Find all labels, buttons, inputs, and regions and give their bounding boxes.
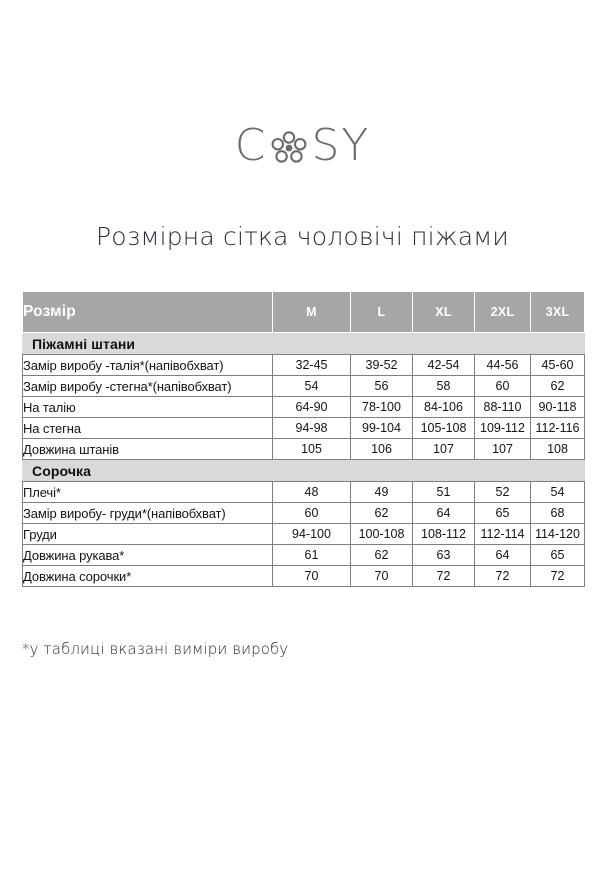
cell-xl: 58 — [413, 376, 475, 397]
footnote: *у таблиці вказані виміри виробу — [22, 640, 289, 658]
table-row — [23, 439, 585, 460]
cell-l: 78-100 — [351, 397, 413, 418]
cell-xl: 84-106 — [413, 397, 475, 418]
cell-3xl: 72 — [531, 566, 585, 587]
cell-m: 48 — [273, 482, 351, 503]
table-row — [23, 503, 585, 524]
cell-m: 94-98 — [273, 418, 351, 439]
cell-m: 64-90 — [273, 397, 351, 418]
brand-name-prefix: C — [234, 120, 268, 171]
cell-m: 94-100 — [273, 524, 351, 545]
cell-xl: 51 — [413, 482, 475, 503]
cell-2xl: 44-56 — [475, 355, 531, 376]
cell-xl: 42-54 — [413, 355, 475, 376]
cell-l: 62 — [351, 545, 413, 566]
table-row — [23, 418, 585, 439]
row-label: Замір виробу- груди*(напівобхват) — [23, 503, 273, 524]
column-header-xl: XL — [413, 292, 475, 333]
cell-xl: 63 — [413, 545, 475, 566]
table-body — [23, 333, 585, 587]
row-label: На стегна — [23, 418, 273, 439]
cell-3xl: 62 — [531, 376, 585, 397]
table-row — [23, 376, 585, 397]
cell-xl: 64 — [413, 503, 475, 524]
cell-2xl: 64 — [475, 545, 531, 566]
brand-name-suffix: SY — [311, 120, 371, 171]
row-label: Довжина сорочки* — [23, 566, 273, 587]
table-row — [23, 355, 585, 376]
cell-l: 39-52 — [351, 355, 413, 376]
section-header-row — [23, 460, 585, 482]
cell-3xl: 114-120 — [531, 524, 585, 545]
cell-2xl: 107 — [475, 439, 531, 460]
row-label: На талію — [23, 397, 273, 418]
cell-l: 100-108 — [351, 524, 413, 545]
row-label: Довжина рукава* — [23, 545, 273, 566]
cell-2xl: 60 — [475, 376, 531, 397]
column-header-l: L — [351, 292, 413, 333]
cell-2xl: 65 — [475, 503, 531, 524]
cell-l: 62 — [351, 503, 413, 524]
column-header-label: Розмір — [23, 292, 273, 333]
table-row — [23, 566, 585, 587]
cell-l: 106 — [351, 439, 413, 460]
cell-3xl: 108 — [531, 439, 585, 460]
cell-m: 61 — [273, 545, 351, 566]
table-row — [23, 524, 585, 545]
cell-xl: 72 — [413, 566, 475, 587]
cell-l: 56 — [351, 376, 413, 397]
cell-3xl: 65 — [531, 545, 585, 566]
cell-m: 105 — [273, 439, 351, 460]
cell-xl: 105-108 — [413, 418, 475, 439]
column-header-m: M — [273, 292, 351, 333]
row-label: Груди — [23, 524, 273, 545]
row-label: Замір виробу -талія*(напівобхват) — [23, 355, 273, 376]
table-row — [23, 482, 585, 503]
flower-icon — [269, 125, 309, 169]
cell-3xl: 112-116 — [531, 418, 585, 439]
brand-logo — [0, 120, 605, 171]
cell-3xl: 90-118 — [531, 397, 585, 418]
cell-2xl: 72 — [475, 566, 531, 587]
section-header-row — [23, 333, 585, 355]
page-title: Розмірна сітка чоловічі піжами — [96, 222, 509, 251]
cell-l: 99-104 — [351, 418, 413, 439]
cell-m: 60 — [273, 503, 351, 524]
cell-l: 70 — [351, 566, 413, 587]
column-header-3xl: 3XL — [531, 292, 585, 333]
cell-2xl: 112-114 — [475, 524, 531, 545]
table-header-row — [23, 292, 585, 333]
cell-3xl: 45-60 — [531, 355, 585, 376]
cell-2xl: 109-112 — [475, 418, 531, 439]
cell-2xl: 52 — [475, 482, 531, 503]
row-label: Плечі* — [23, 482, 273, 503]
row-label: Замір виробу -стегна*(напівобхват) — [23, 376, 273, 397]
size-table — [22, 291, 585, 587]
cell-2xl: 88-110 — [475, 397, 531, 418]
table-head — [23, 292, 585, 333]
section-title-pants: Піжамні штани — [23, 333, 585, 355]
table-row — [23, 545, 585, 566]
cell-m: 32-45 — [273, 355, 351, 376]
cell-xl: 107 — [413, 439, 475, 460]
table-row — [23, 397, 585, 418]
cell-3xl: 68 — [531, 503, 585, 524]
cell-m: 70 — [273, 566, 351, 587]
cell-m: 54 — [273, 376, 351, 397]
column-header-2xl: 2XL — [475, 292, 531, 333]
cell-3xl: 54 — [531, 482, 585, 503]
cell-l: 49 — [351, 482, 413, 503]
section-title-shirt: Сорочка — [23, 460, 585, 482]
cell-xl: 108-112 — [413, 524, 475, 545]
row-label: Довжина штанів — [23, 439, 273, 460]
size-table-container — [22, 291, 584, 587]
